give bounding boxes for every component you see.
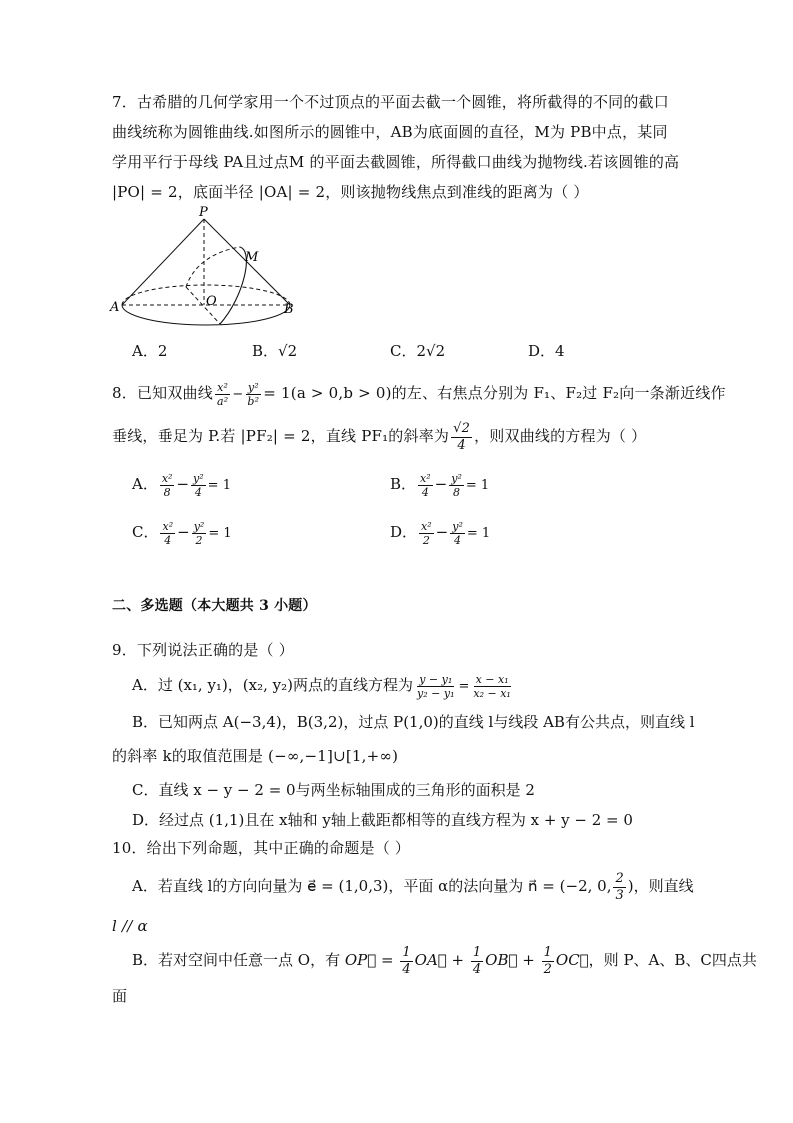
frac-num: y² [193,519,205,533]
frac-num: 2 [615,870,624,886]
frac [471,945,483,978]
q9-option-b-line-1[interactable]: B．已知两点 A(−3,4)，B(3,2)，过点 P(1,0)的直线 l与线段 AB有公共点，则直线 l [132,713,695,731]
frac [418,472,433,499]
q9-option-b-line-2: 的斜率 k的取值范围是 (−∞,−1]∪[1,+∞) [112,747,399,765]
q9-option-a[interactable]: A．过 (x₁, y₁)，(x₂, y₂)两点的直线方程为 $\frac{\text{y − y₁}}{\text{y₂ − y₁}}$ = $\frac{\text{x − x₁}}{\text{x₂ − x₁}}$ [132,672,511,700]
eq-tail: = 1 [207,478,231,493]
section-heading-multiple-choice: 二、多选题（本大题共 3 小题） [112,598,317,614]
frac-num: 1 [472,944,482,960]
frac [160,520,175,547]
q10-a-text-end: )，则直线 [627,877,694,895]
q8-line-1: 8．已知双曲线 $\frac{\text{x²}}{\text{a²}}$ − $\frac{\text{y²}}{\text{b²}}$ = 1(a > 0,b > 0)的左、右焦点分别为 F₁、F₂过 F₂向一条渐近线作 [112,380,726,408]
q8-option-b[interactable]: B． $\frac{\text{x²}}{4}$ − $\frac{\text{y²}}{8}$ = 1 [390,471,490,499]
frac-den: 4 [194,485,202,499]
frac-num: x² [420,471,431,485]
cone-figure [108,205,308,330]
q7-line-2: 曲线统称为圆锥曲线.如图所示的圆锥中，AB为底面圆的直径，M为 PB中点，某同 [112,123,668,141]
frac-den: 2 [422,533,430,547]
frac-num: y² [451,471,462,485]
option-label: C． [132,523,159,541]
frac [613,871,625,904]
frac-y2-b2 [245,381,261,408]
q7-option-b[interactable]: B．√2 [252,342,298,360]
q10-a-text: A．若直线 l的方向向量为 e⃗ = (1,0,3)，平面 α的法向量为 n⃗ = [132,877,560,895]
label-P: P [199,205,208,220]
q8-stem-start: 8．已知双曲线 [112,384,213,402]
frac [415,673,456,700]
frac-num: y² [452,519,463,533]
vector-oa: OA⃗ + [414,951,469,969]
frac-den: 8 [163,485,171,499]
option-label: A． [132,475,158,493]
q8-line2-end: ，则双曲线的方程为（ ） [474,427,647,445]
parabola-back [186,247,240,287]
frac-slope [451,421,472,454]
eq-tail: = 1 [208,526,232,541]
q10-b-text: B．若对空间中任意一点 O，有 [132,951,345,969]
q9-a-text: A．过 (x₁, y₁)，(x₂, y₂)两点的直线方程为 [132,676,414,694]
frac-den: 3 [615,887,624,903]
frac-num: x² [162,519,174,533]
q8-option-a[interactable]: A． $\frac{\text{x²}}{8}$ − $\frac{\text{y²}}{4}$ = 1 [132,471,231,499]
frac-num: x² [217,380,229,394]
frac-num: x² [421,519,432,533]
frac-den: 4 [164,533,172,547]
frac-num: y² [247,380,259,394]
frac [449,472,464,499]
eq-tail: = 1 [466,526,491,541]
q10-option-a[interactable] [132,870,694,904]
eq-tail: = 1 [465,478,490,493]
frac-num: 1 [543,944,552,960]
vector-ob: OB⃗ + [485,951,540,969]
q7-option-d[interactable]: D．4 [528,342,565,360]
frac-den: b² [247,394,260,408]
frac-num: x² [161,471,173,485]
q10-a-vector-start: (−2, 0, [559,877,612,895]
frac [471,673,512,700]
frac-den: a² [216,394,229,408]
q8-stem-rest: = 1(a > 0,b > 0)的左、右焦点分别为 F₁、F₂过 F₂向一条渐近线作 [263,384,726,402]
frac-den: y₂ − y₁ [417,686,455,700]
label-A: A [110,300,120,315]
frac-den: 2 [543,961,552,977]
q7-option-c[interactable]: C．2√2 [390,342,446,360]
q10-option-b[interactable] [132,944,757,978]
q9-option-d[interactable]: D．经过点 (1,1)且在 x轴和 y轴上截距都相等的直线方程为 x + y − 2 = 0 [132,811,633,829]
frac-den: 8 [453,485,461,499]
q7-option-a[interactable]: A．2 [132,342,168,360]
frac [450,520,465,547]
frac [191,472,206,499]
q10-option-b-line-2: 面 [112,987,128,1005]
frac-num: x − x₁ [475,672,509,686]
frac-x2-a2 [215,381,230,408]
q8-option-d[interactable]: D． $\frac{\text{x²}}{2}$ − $\frac{\text{y²}}{4}$ = 1 [390,519,491,547]
frac-num: √2 [453,420,471,436]
frac-den: 4 [454,533,462,547]
frac-num: y² [193,471,204,485]
option-label: B． [390,475,417,493]
vector-op: OP⃗ = [344,951,399,969]
q10-stem: 10．给出下列命题，其中正确的命题是（ ） [112,839,411,857]
q7-line-4: |PO| = 2，底面半径 |OA| = 2，则该抛物线焦点到准线的距离为（ ） [112,183,589,201]
option-label: D． [390,523,418,541]
q9-option-c[interactable]: C．直线 x − y − 2 = 0与两坐标轴围成的三角形的面积是 2 [132,781,535,799]
frac-den: 4 [457,437,466,453]
q8-line2-start: 垂线，垂足为 P.若 |PF₂| = 2，直线 PF₁的斜率为 [112,427,450,445]
q7-line-3: 学用平行于母线 PA且过点M 的平面去截圆锥，所得截口曲线为抛物线.若该圆锥的高 [112,153,680,171]
frac-den: x₂ − x₁ [473,686,511,700]
frac-den: 4 [402,961,411,977]
q8-option-c[interactable]: C． $\frac{\text{x²}}{4}$ − $\frac{\text{y²}}{2}$ = 1 [132,519,232,547]
q9-stem: 9．下列说法正确的是（ ） [112,641,294,659]
generatrix-PA [122,219,204,305]
label-B: B [284,302,294,317]
frac [160,472,175,499]
q8-line-2 [112,420,646,454]
frac-num: 1 [402,944,411,960]
label-O: O [206,294,217,309]
frac [419,520,434,547]
vector-oc: OC⃗ [555,951,589,969]
frac [542,945,554,978]
frac-den: 4 [472,961,482,977]
frac [400,945,412,978]
frac-num: y − y₁ [419,672,453,686]
q10-option-a-line-2: l // α [112,917,148,935]
frac-den: 4 [421,485,429,499]
q10-b-text-end: ，则 P、A、B、C四点共 [588,951,757,969]
q7-line-1: 7．古希腊的几何学家用一个不过顶点的平面去截一个圆锥，将所截得的不同的截口 [112,93,669,111]
frac-den: 2 [195,533,203,547]
frac [192,520,207,547]
label-M: M [245,250,259,265]
